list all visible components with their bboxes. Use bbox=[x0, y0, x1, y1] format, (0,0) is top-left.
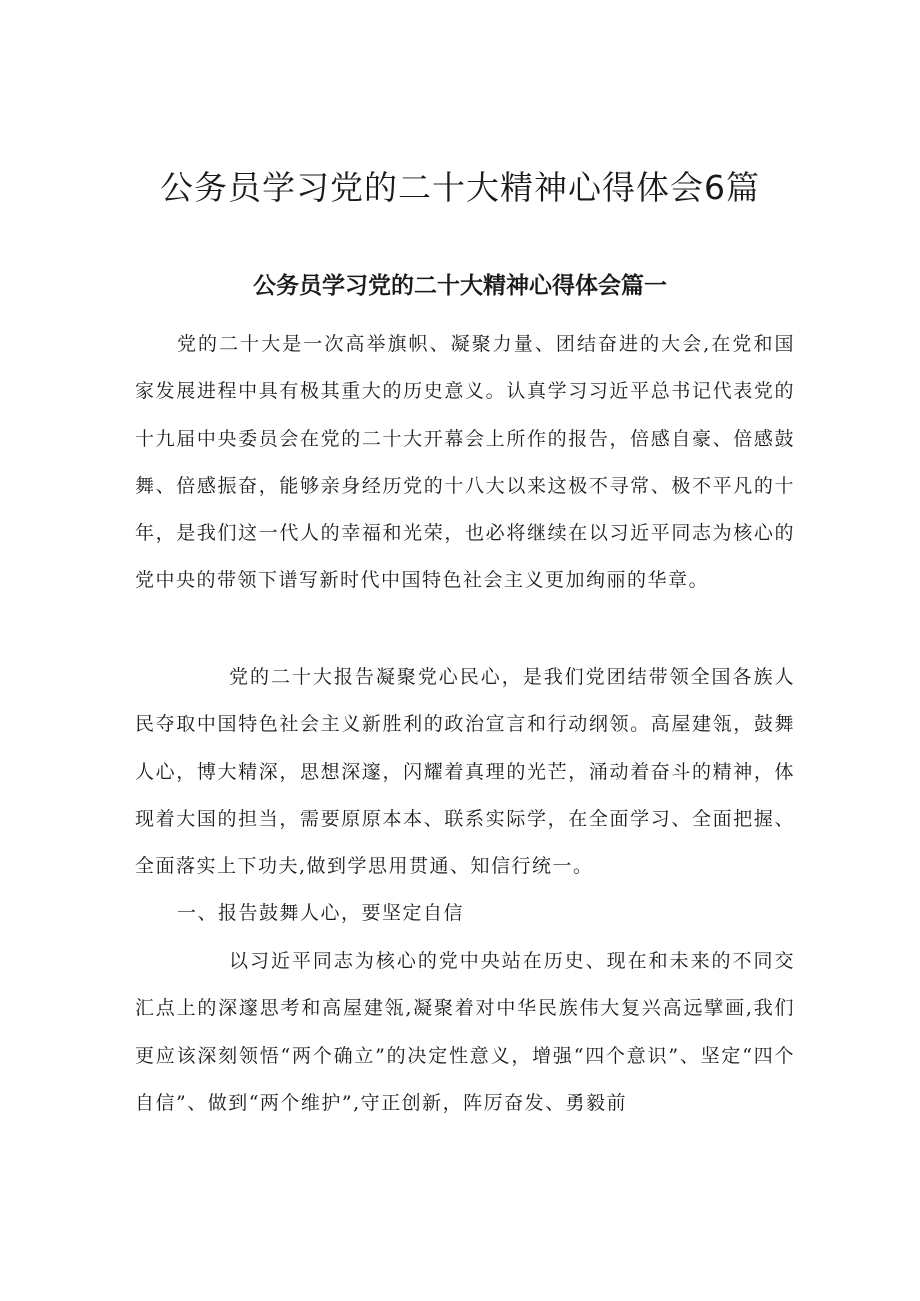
document-title: 公务员学习党的二十大精神心得体会6篇 bbox=[160, 168, 760, 207]
paragraph-1: 党的二十大是一次高举旗帜、凝聚力量、团结奋进的大会,在党和国家发展进程中具有极其重大的历史意义。认真学习习近平总书记代表党的十九届中央委员会在党的二十大开幕会上所作的报告，倍感自豪、倍感鼓舞、倍感振奋，能够亲身经历党的十八大以来这极不寻常、极不平凡的十年，是我们这一代人的幸福和光荣，也必将继续在以习近平同志为核心的党中央的带领下谱写新时代中国特色社会主义更加绚丽的华章。 bbox=[135, 333, 795, 592]
subheading-1: 一、报告鼓舞人心，要坚定自信 bbox=[177, 902, 465, 924]
paragraph-3: 以习近平同志为核心的党中央站在历史、现在和未来的不同交汇点上的深邃思考和高屋建瓴,凝聚着对中华民族伟大复兴高远擘画,我们更应该深刻领悟“两个确立”的决定性意义，增强“四个意识”、坚定“四个自信”、做到“两个维护”,守正创新，阵厉奋发、勇毅前 bbox=[135, 950, 795, 1114]
section-title: 公务员学习党的二十大精神心得体会篇一 bbox=[253, 273, 667, 299]
paragraph-2: 党的二十大报告凝聚党心民心，是我们党团结带领全国各族人民夺取中国特色社会主义新胜利的政治宣言和行动纲领。高屋建瓴，鼓舞人心，博大精深，思想深邃，闪耀着真理的光芒，涌动着奋斗的精神，体现着大国的担当，需要原原本本、联系实际学，在全面学习、全面把握、全面落实上下功夫,做到学思用贯通、知信行统一。 bbox=[135, 666, 795, 878]
